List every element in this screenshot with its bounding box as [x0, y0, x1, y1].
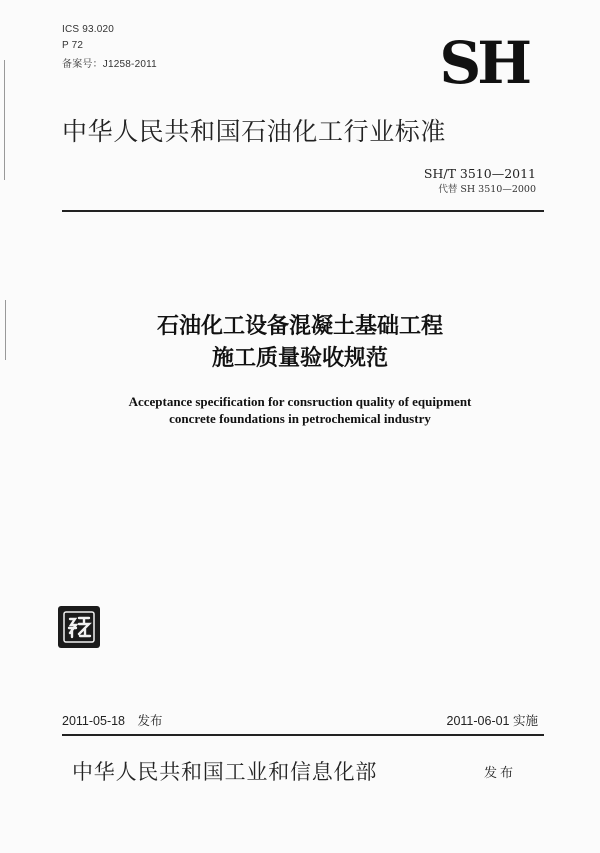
replaces-standard: 代替 SH 3510—2000	[438, 184, 536, 195]
title-chinese-line-1: 石油化工设备混凝土基础工程	[156, 314, 443, 339]
issue-date: 2011-05-18 发布	[62, 714, 163, 728]
record-number: 备案号：J1258-2011	[62, 59, 157, 70]
scan-edge-mark	[4, 60, 5, 180]
title-english-line-2: concrete foundations in petrochemical industry	[169, 411, 431, 426]
approval-seal	[58, 606, 100, 648]
sh-logo: SH	[439, 29, 528, 97]
implementation-date: 2011-06-01 实施	[446, 714, 538, 728]
seal-glyph-icon	[62, 610, 96, 644]
scan-edge-mark	[5, 300, 6, 360]
ics-code: ICS 93.020	[62, 24, 115, 35]
top-divider	[62, 210, 544, 212]
title-chinese-line-2: 施工质量验收规范	[211, 346, 388, 371]
classification-code: P 72	[62, 40, 84, 51]
standard-category: 中华人民共和国石油化工行业标准	[62, 117, 447, 146]
title-english-line-1: Acceptance specification for consruction quality of equipment	[128, 394, 472, 409]
issuing-authority: 中华人民共和国工业和信息化部	[72, 760, 378, 784]
standard-number: SH/T 3510—2011	[423, 166, 536, 181]
title-chinese	[0, 311, 600, 375]
bottom-divider	[62, 734, 544, 736]
title-english	[0, 393, 600, 427]
issuing-action: 发布	[484, 766, 517, 781]
